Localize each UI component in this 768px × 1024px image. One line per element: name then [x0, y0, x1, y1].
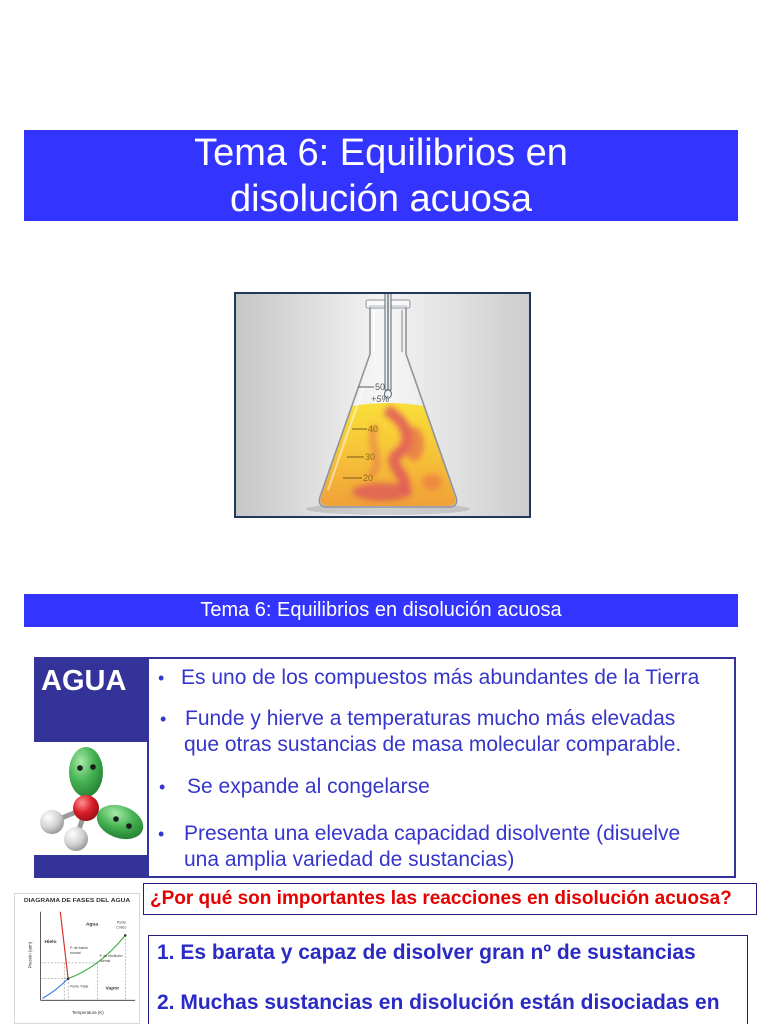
marking-30: 30: [365, 452, 376, 462]
reason-item-2: 2. Muchas sustancias en disolución están disociadas en: [157, 991, 720, 1014]
bullet-dot: •: [158, 668, 165, 688]
flask-photo: [234, 292, 531, 518]
erlenmeyer-flask-icon: [236, 294, 529, 516]
phase-label-agua: Agua: [85, 922, 99, 928]
bullet-dot: •: [160, 709, 167, 729]
title-line-2: disolución acuosa: [229, 177, 533, 220]
marking-plus5: +5%: [371, 394, 390, 404]
bullet-text-line: Presenta una elevada capacidad disolvente (disuelve: [184, 822, 681, 845]
phase-label-ebullicion: normal: [99, 958, 111, 963]
reason-item-1: 1. Es barata y capaz de disolver gran nº de sustancias: [157, 941, 696, 964]
slide-header: Tema 6: Equilibrios en disolución acuosa: [24, 594, 738, 627]
phase-label-fusion: normal: [70, 951, 81, 956]
phase-label-vapor: Vapor: [105, 986, 120, 992]
title-line-1: Tema 6: Equilibrios en: [194, 131, 568, 174]
phase-label-hielo: Hielo: [44, 940, 57, 946]
bullet-dot: •: [158, 824, 165, 844]
marking-40: 40: [368, 424, 379, 434]
phase-x-axis-label: Temperatura (K): [71, 1010, 104, 1016]
phase-diagram-figure: [15, 894, 139, 1023]
bullet-text-line: una amplia variedad de sustancias): [184, 848, 515, 871]
phase-diagram: [14, 893, 140, 1024]
bullet-text-line: Funde y hierve a temperaturas mucho más elevadas: [185, 707, 676, 730]
question-box: ¿Por qué son importantes las reacciones en disolución acuosa?: [143, 883, 757, 915]
marking-50: 50: [375, 382, 386, 392]
phase-label-critico: Punto: [116, 920, 126, 925]
agua-bottom-bar: [34, 855, 148, 878]
phase-y-axis-label: Presión (atm): [27, 941, 33, 969]
reasons-box: [148, 935, 748, 1024]
phase-label-fusion: P. de fusión: [70, 946, 88, 951]
title-banner: [24, 130, 738, 221]
agua-sidebar: [34, 657, 148, 878]
agua-label: AGUA: [41, 665, 127, 697]
phase-label-ebullicion: P. de ebullición: [99, 954, 123, 959]
pipette-icon: [385, 294, 392, 398]
phase-label-triple: Punto Triple: [70, 984, 89, 989]
phase-label-critico: Crítico: [116, 925, 127, 930]
bullet-dot: •: [159, 777, 166, 797]
phase-diagram-title: DIAGRAMA DE FASES DEL AGUA: [23, 897, 131, 904]
bullet-text-line: Se expande al congelarse: [187, 775, 430, 798]
marking-20: 20: [363, 473, 374, 483]
bullet-text-line: Es uno de los compuestos más abundantes de la Tierra: [181, 666, 700, 689]
bullet-text-line: que otras sustancias de masa molecular comparable.: [184, 733, 682, 756]
water-molecule-icon: [34, 742, 148, 855]
